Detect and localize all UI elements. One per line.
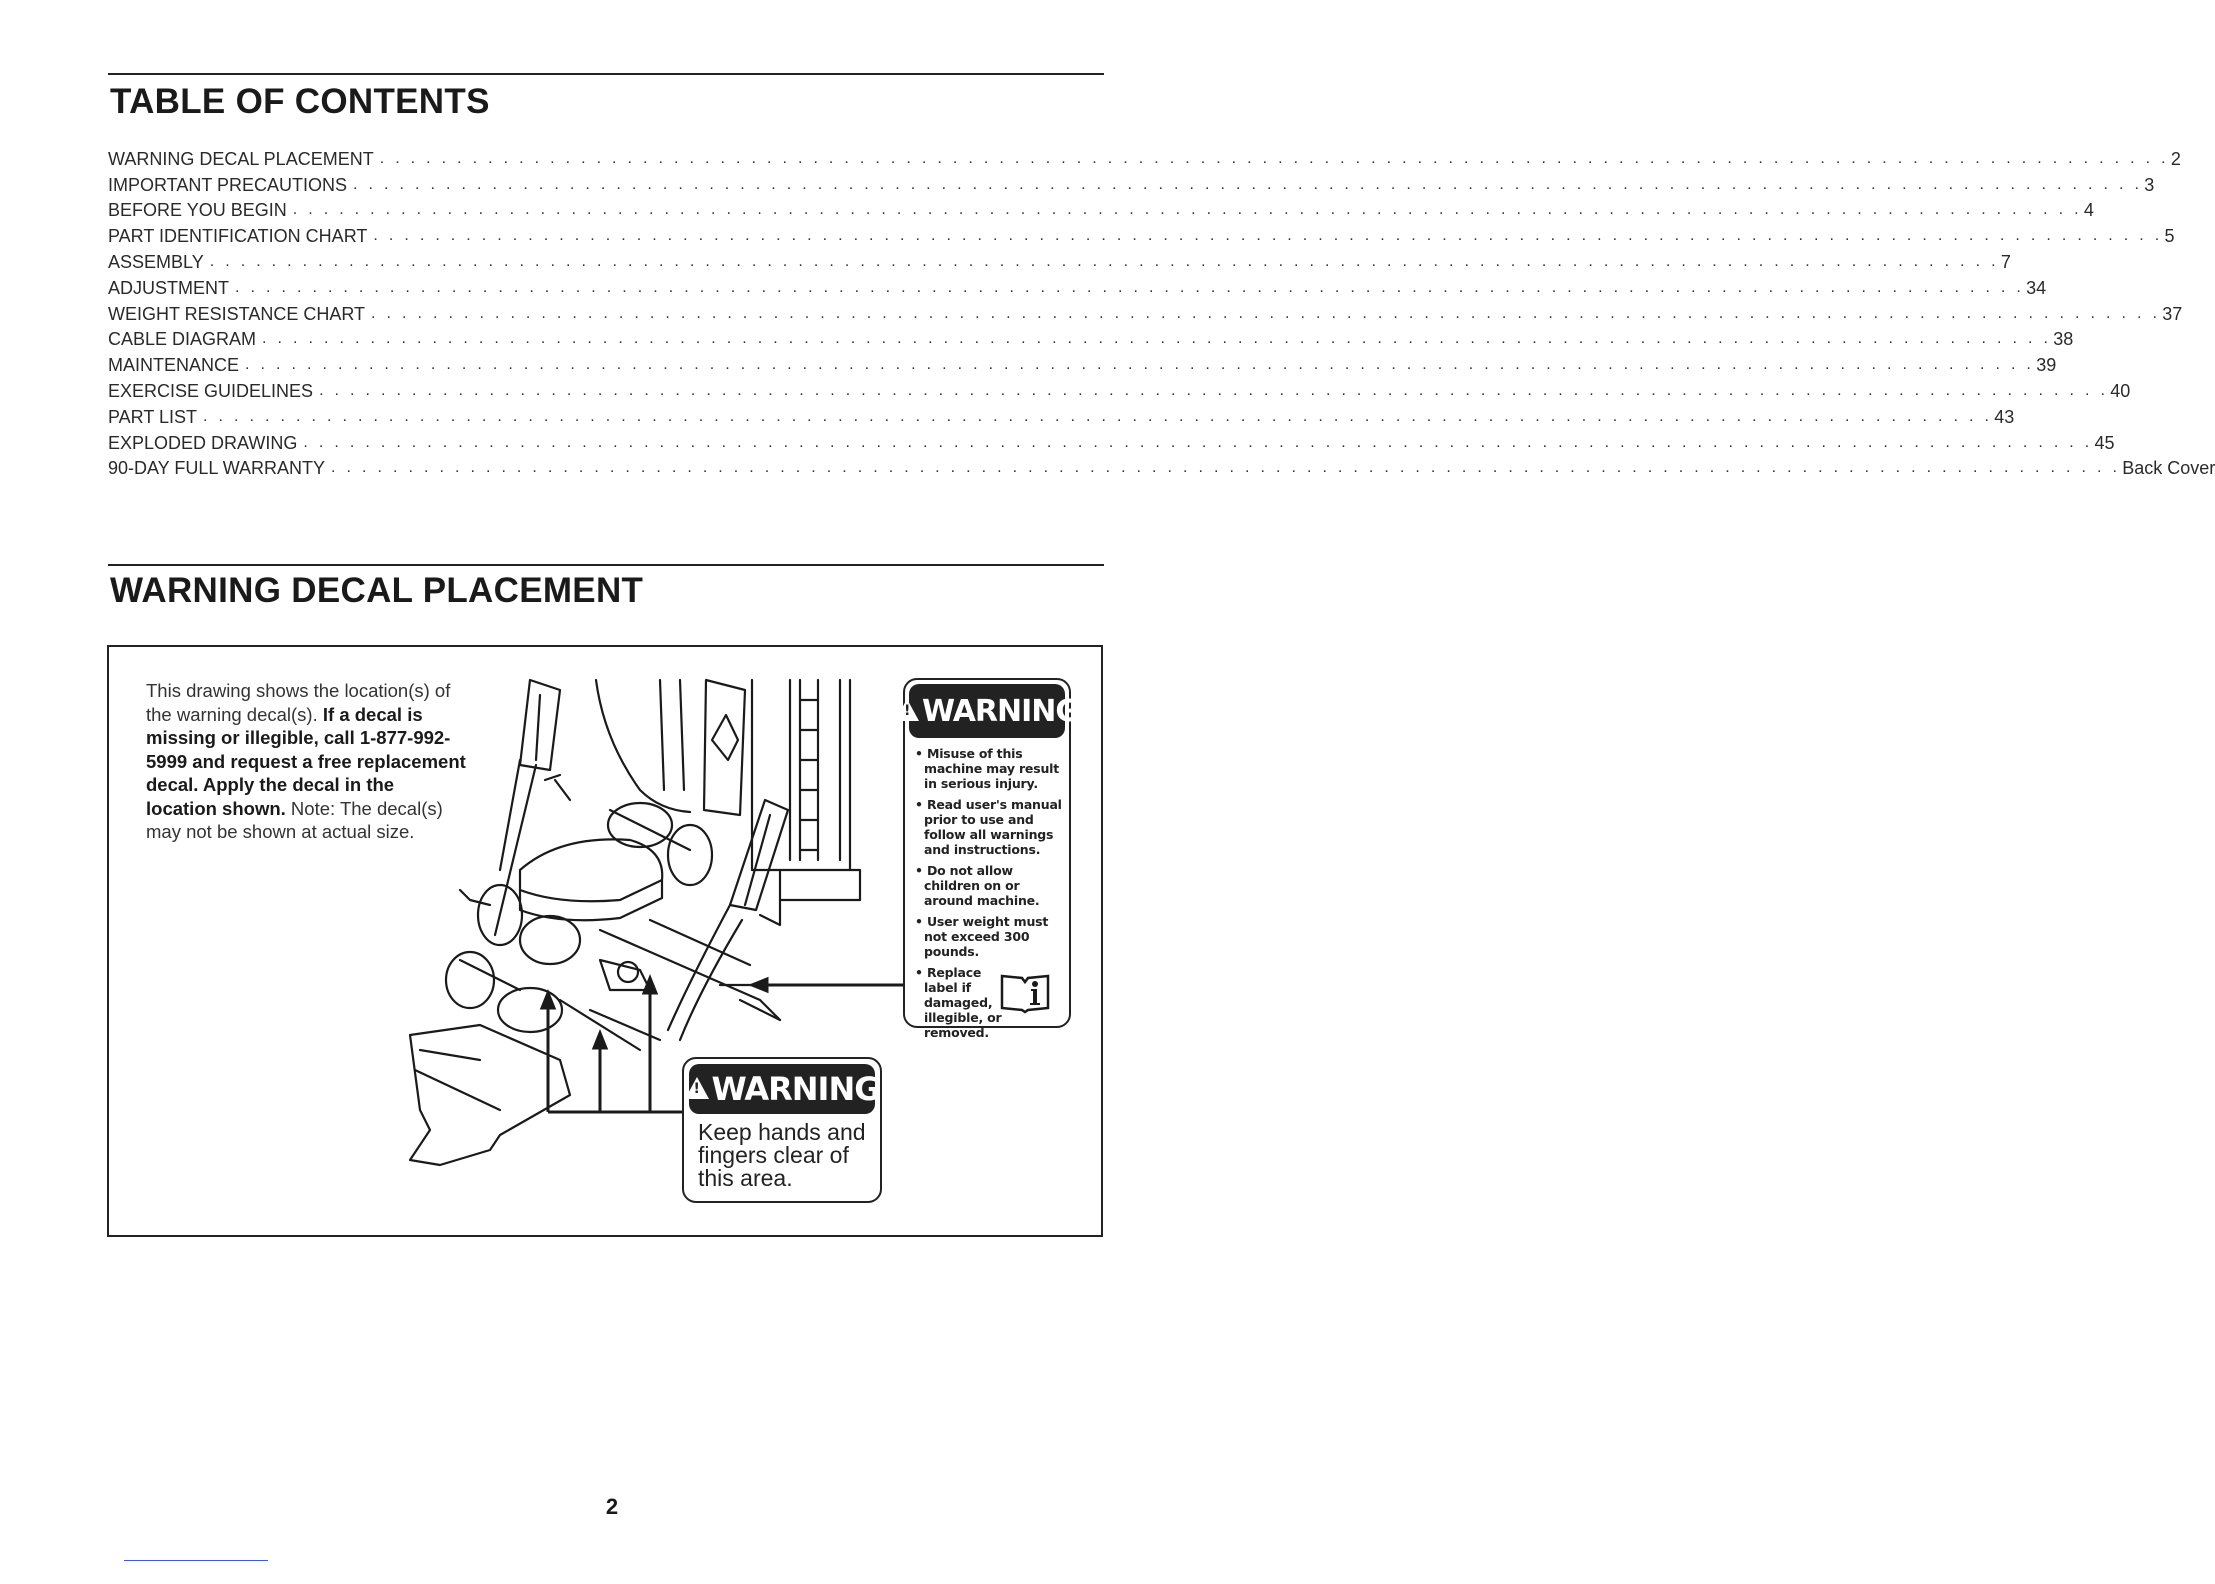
back-pad	[596, 680, 690, 812]
warning-section-heading: WARNING DECAL PLACEMENT	[110, 571, 644, 610]
toc-entry-page: 34	[2026, 277, 2047, 298]
toc-entry-title: WEIGHT RESISTANCE CHART	[108, 303, 366, 324]
warning-header	[909, 684, 1080, 738]
intro-note: Note: The decal(s) may not be shown at actual size.	[146, 797, 443, 842]
toc-entry-title: IMPORTANT PRECAUTIONS	[108, 174, 348, 195]
toc-entry-title: WARNING DECAL PLACEMENT	[108, 148, 374, 169]
warning-triangle-icon	[685, 1077, 709, 1099]
toc-entry-page: 4	[2083, 200, 2094, 221]
warning-item: • Misuse of this machine may result in serious injury.	[915, 746, 1063, 791]
footer-line	[124, 1560, 268, 1561]
toc-entry-title: EXERCISE GUIDELINES	[108, 380, 314, 401]
toc-entry-page: 39	[2036, 355, 2057, 376]
pointer-arrow-2	[594, 1033, 606, 1048]
lower-left-roller	[446, 952, 494, 1008]
warning-heading-text: WARNING	[711, 1070, 880, 1108]
toc-entry-page: 2	[2170, 148, 2181, 169]
toc-entry-title: ADJUSTMENT	[108, 277, 229, 298]
pulley-assembly	[600, 960, 650, 990]
toc-entry-title: ASSEMBLY	[108, 251, 204, 272]
toc-entry-title: PART LIST	[108, 406, 198, 427]
toc-heading: TABLE OF CONTENTS	[110, 82, 490, 121]
toc-entry-page: 5	[2164, 226, 2175, 247]
warning-heading-text: WARNING	[921, 693, 1080, 729]
page-number: 2	[605, 1494, 619, 1519]
toc-entry-page: 7	[2000, 251, 2011, 272]
foot-platform	[410, 1025, 570, 1165]
seat-cushion	[520, 839, 662, 901]
base-rail	[600, 920, 780, 1020]
toc-entry-title: CABLE DIAGRAM	[108, 329, 257, 350]
warning-header	[689, 1064, 880, 1114]
toc-entry-title: MAINTENANCE	[108, 355, 240, 376]
manual-info-icon	[1000, 970, 1050, 1012]
toc-entry-page: 38	[2053, 329, 2074, 350]
warning-item: • User weight must not exceed 300 pounds.	[915, 914, 1063, 959]
hands-warning-decal	[682, 1057, 882, 1203]
warning-item: • Replace label if damaged, illegible, or removed.	[915, 965, 1063, 1040]
warning-item: • Read user's manual prior to use and follow all warnings and instructions.	[915, 797, 1063, 857]
toc-entry-page: 40	[2110, 380, 2131, 401]
toc-entry-title: EXPLODED DRAWING	[108, 432, 298, 453]
pointer-arrow-4	[752, 979, 767, 991]
toc-entry-title: 90-DAY FULL WARRANTY	[108, 458, 326, 479]
toc-entry-page: 43	[1994, 406, 2015, 427]
warning-triangle-icon	[895, 699, 919, 721]
hands-warning-message: Keep hands and fingers clear of this area.	[698, 1119, 866, 1191]
toc-entry-page: Back Cover	[2122, 458, 2215, 479]
left-press-arm	[520, 680, 560, 770]
warning-item: • Do not allow children on or around machine.	[915, 863, 1063, 908]
toc-entry-title: PART IDENTIFICATION CHART	[108, 226, 368, 247]
toc-entry-page: 37	[2162, 303, 2183, 324]
intro-text-bold: If a decal is missing or illegible, call 1-877-992-5999 and request a free replacement decal. Apply the decal in the location shown.	[146, 703, 466, 819]
toc-entry-page: 3	[2144, 174, 2155, 195]
toc-entry-page: 45	[2094, 432, 2115, 453]
toc-entry-title: BEFORE YOU BEGIN	[108, 200, 287, 221]
intro-text-plain: This drawing shows the location(s) of the warning decal(s).	[146, 680, 451, 725]
